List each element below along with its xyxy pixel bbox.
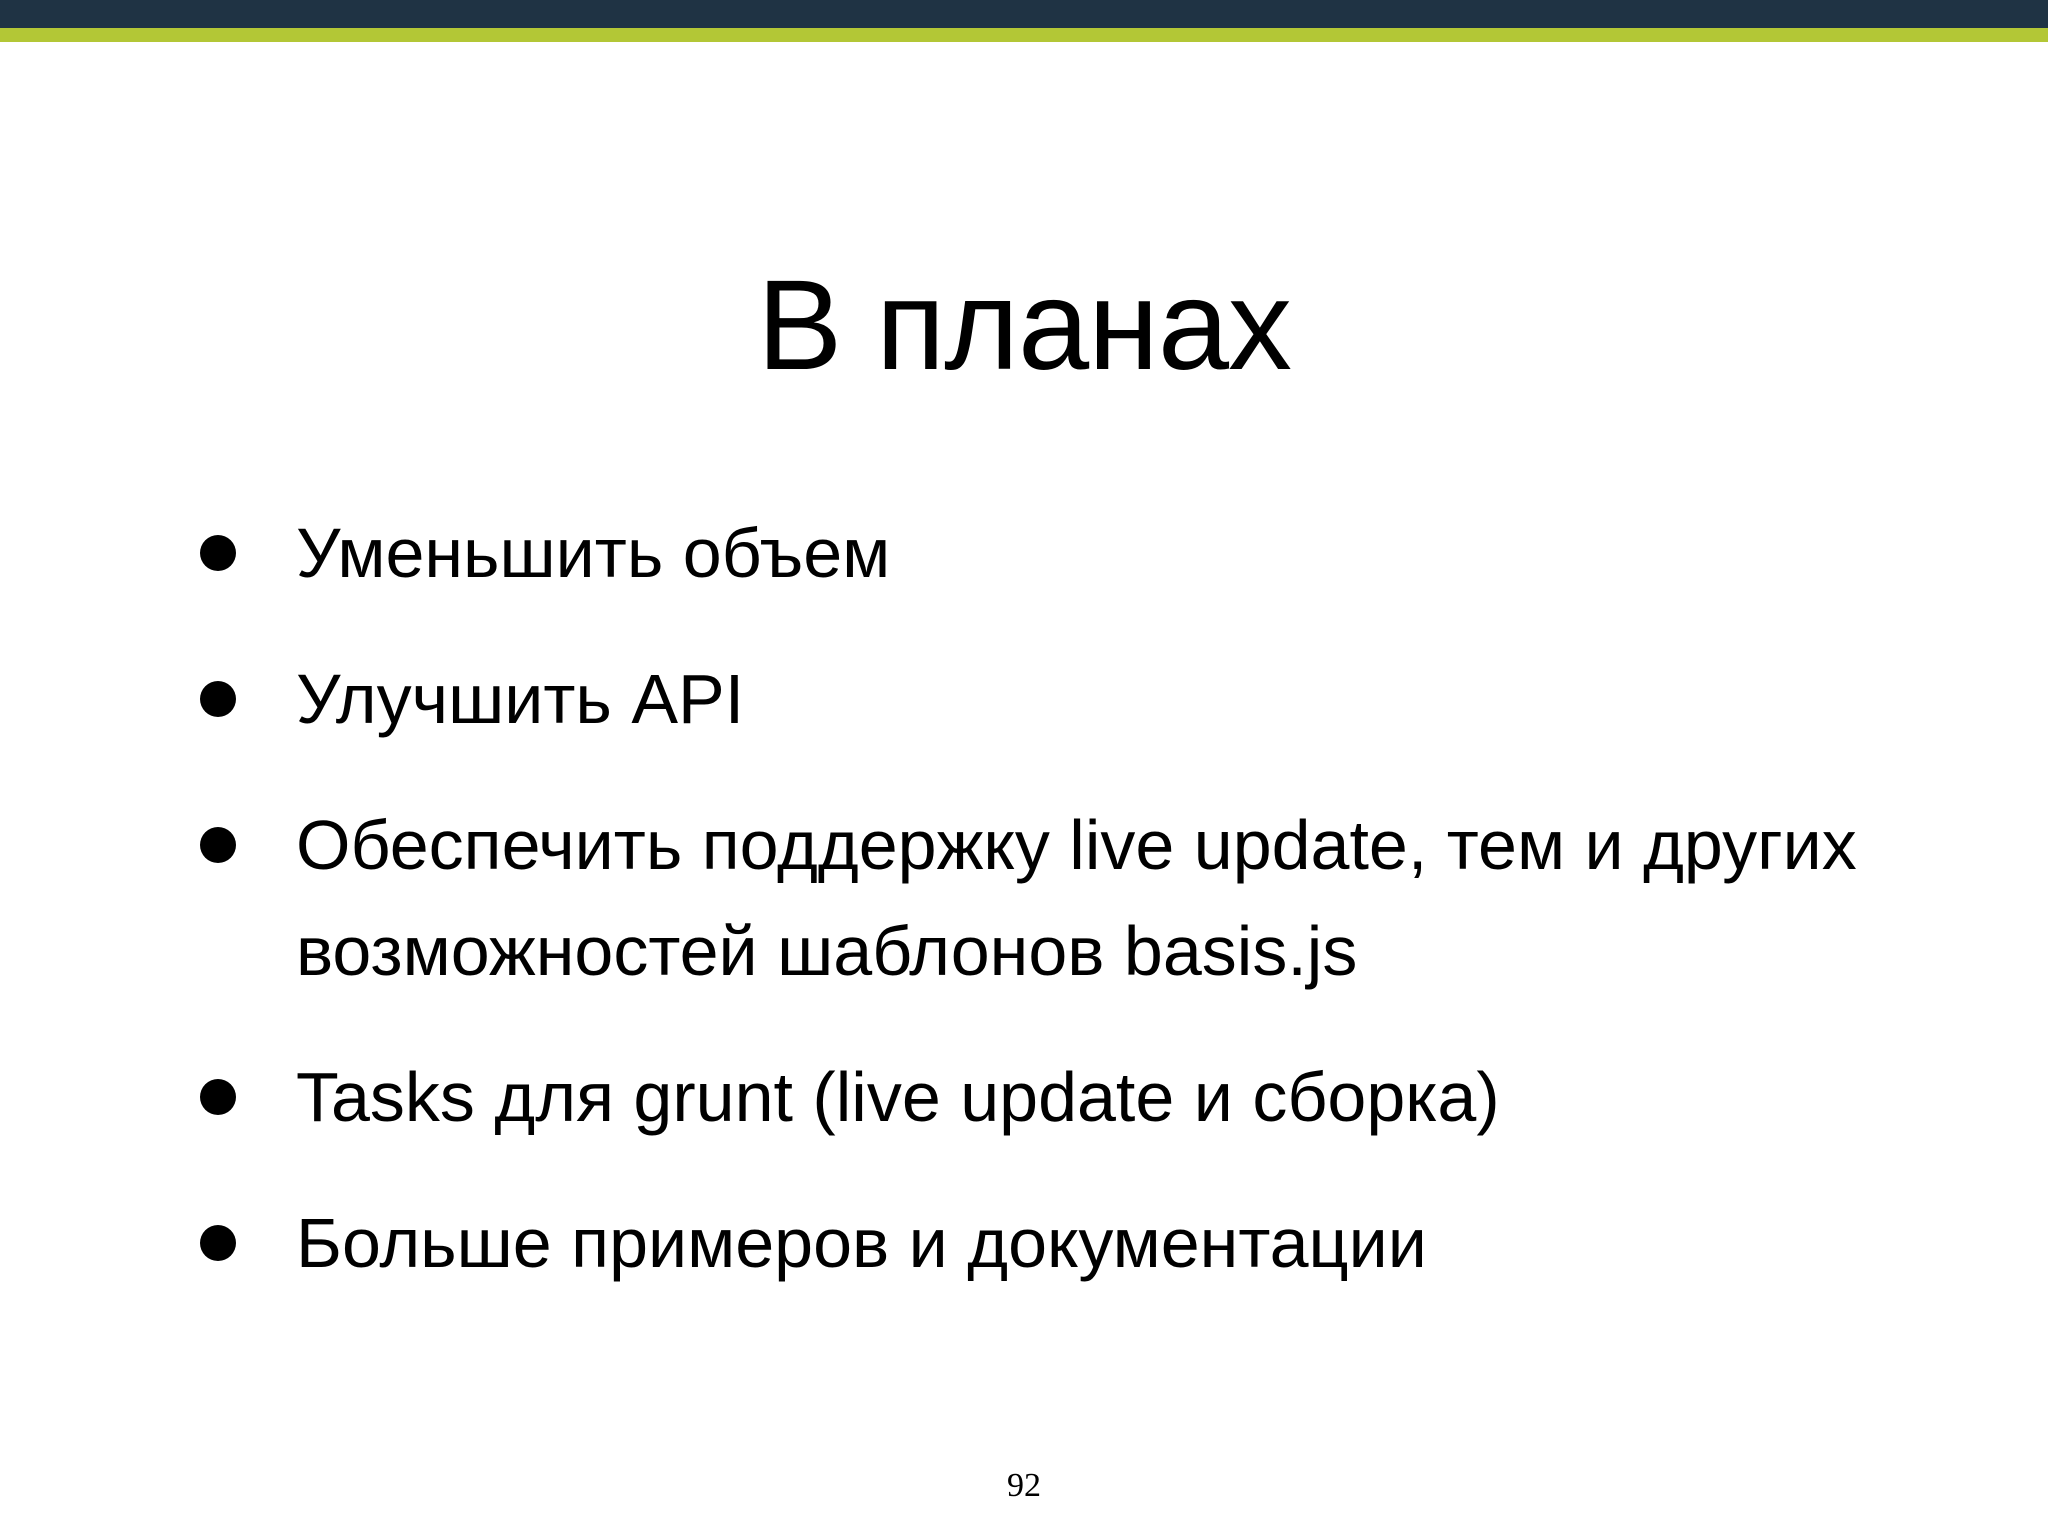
bullet-dot-icon bbox=[200, 681, 236, 717]
bullet-item bbox=[200, 500, 1900, 606]
bullet-item bbox=[200, 1044, 1900, 1150]
bullet-text: Tasks для grunt (live update и сборка) bbox=[296, 1058, 1500, 1136]
bullet-text: Уменьшить объем bbox=[296, 514, 891, 592]
bullet-item bbox=[200, 1190, 1900, 1296]
bullet-dot-icon bbox=[200, 827, 236, 863]
bullet-text: Больше примеров и документации bbox=[296, 1204, 1427, 1282]
bullet-list bbox=[200, 500, 1900, 1336]
bullet-text: Обеспечить поддержку live update, тем и другиx возможностей шаблонов basis.js bbox=[296, 806, 1857, 990]
bullet-dot-icon bbox=[200, 1225, 236, 1261]
slide-title: В планах bbox=[757, 253, 1291, 397]
bullet-item bbox=[200, 792, 1900, 1004]
top-band-accent bbox=[0, 28, 2048, 42]
bullet-dot-icon bbox=[200, 535, 236, 571]
bullet-text: Улучшить API bbox=[296, 660, 745, 738]
bullet-dot-icon bbox=[200, 1079, 236, 1115]
bullet-item bbox=[200, 646, 1900, 752]
top-band-dark bbox=[0, 0, 2048, 28]
page-number: 92 bbox=[1007, 1467, 1041, 1504]
